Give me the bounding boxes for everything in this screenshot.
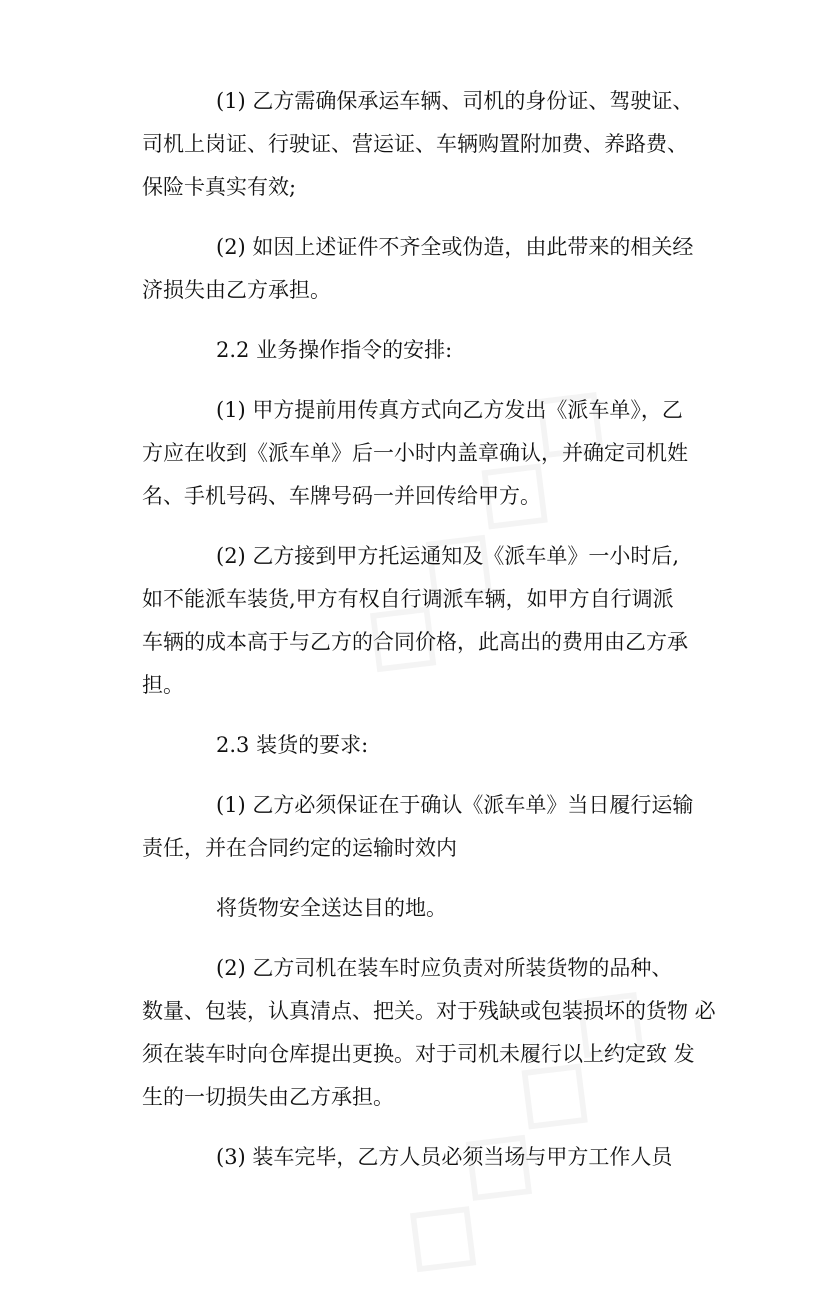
text-line: (2) 如因上述证件不齐全或伪造，由此带来的相关经 — [216, 235, 694, 259]
text-line: 方应在收到《派车单》后一小时内盖章确认，并确定司机姓 — [142, 441, 688, 465]
text-line: (2) 乙方司机在装车时应负责对所装货物的品种、 — [216, 956, 673, 980]
paragraph-5 — [142, 784, 702, 870]
section-heading: 2.2 业务操作指令的安排: — [216, 338, 453, 362]
text-line: 担。 — [142, 673, 184, 697]
document-body — [142, 80, 716, 1179]
text-line: 数量、包装，认真清点、把关。对于残缺或包装损坏的货物 必 — [142, 999, 716, 1023]
text-line: 名、手机号码、车牌号码一并回传给甲方。 — [142, 484, 541, 508]
text-line: 济损失由乙方承担。 — [142, 278, 331, 302]
paragraph-1 — [142, 80, 702, 209]
text-line: 保险卡真实有效; — [142, 175, 297, 199]
paragraph-4 — [142, 535, 702, 707]
text-line: 生的一切损失由乙方承担。 — [142, 1085, 394, 1109]
text-line: 将货物安全送达目的地。 — [216, 896, 447, 920]
text-line: 如不能派车装货,甲方有权自行调派车辆，如甲方自行调派 — [142, 587, 674, 611]
text-line: (1) 乙方需确保承运车辆、司机的身份证、驾驶证、 — [216, 89, 694, 113]
section-heading-2-3 — [142, 724, 702, 767]
paragraph-7 — [142, 1136, 702, 1179]
text-line: 司机上岗证、行驶证、营运证、车辆购置附加费、养路费、 — [142, 132, 688, 156]
paragraph-2 — [142, 226, 702, 312]
section-heading-2-2 — [142, 329, 702, 372]
text-line: 须在装车时向仓库提出更换。对于司机未履行以上约定致 发 — [142, 1042, 695, 1066]
text-line: (2) 乙方接到甲方托运通知及《派车单》一小时后, — [216, 544, 680, 568]
text-line: (1) 甲方提前用传真方式向乙方发出《派车单》，乙 — [216, 398, 683, 422]
text-line: 车辆的成本高于与乙方的合同价格，此高出的费用由乙方承 — [142, 630, 688, 654]
text-line: (3) 装车完毕，乙方人员必须当场与甲方工作人员 — [216, 1145, 673, 1169]
paragraph-6 — [142, 947, 716, 1119]
text-line: (1) 乙方必须保证在于确认《派车单》当日履行运输 — [216, 793, 694, 817]
text-line: 责任，并在合同约定的运输时效内 — [142, 836, 457, 860]
section-heading: 2.3 装货的要求: — [216, 733, 369, 757]
paragraph-3 — [142, 389, 702, 518]
paragraph-5-continued — [142, 887, 702, 930]
